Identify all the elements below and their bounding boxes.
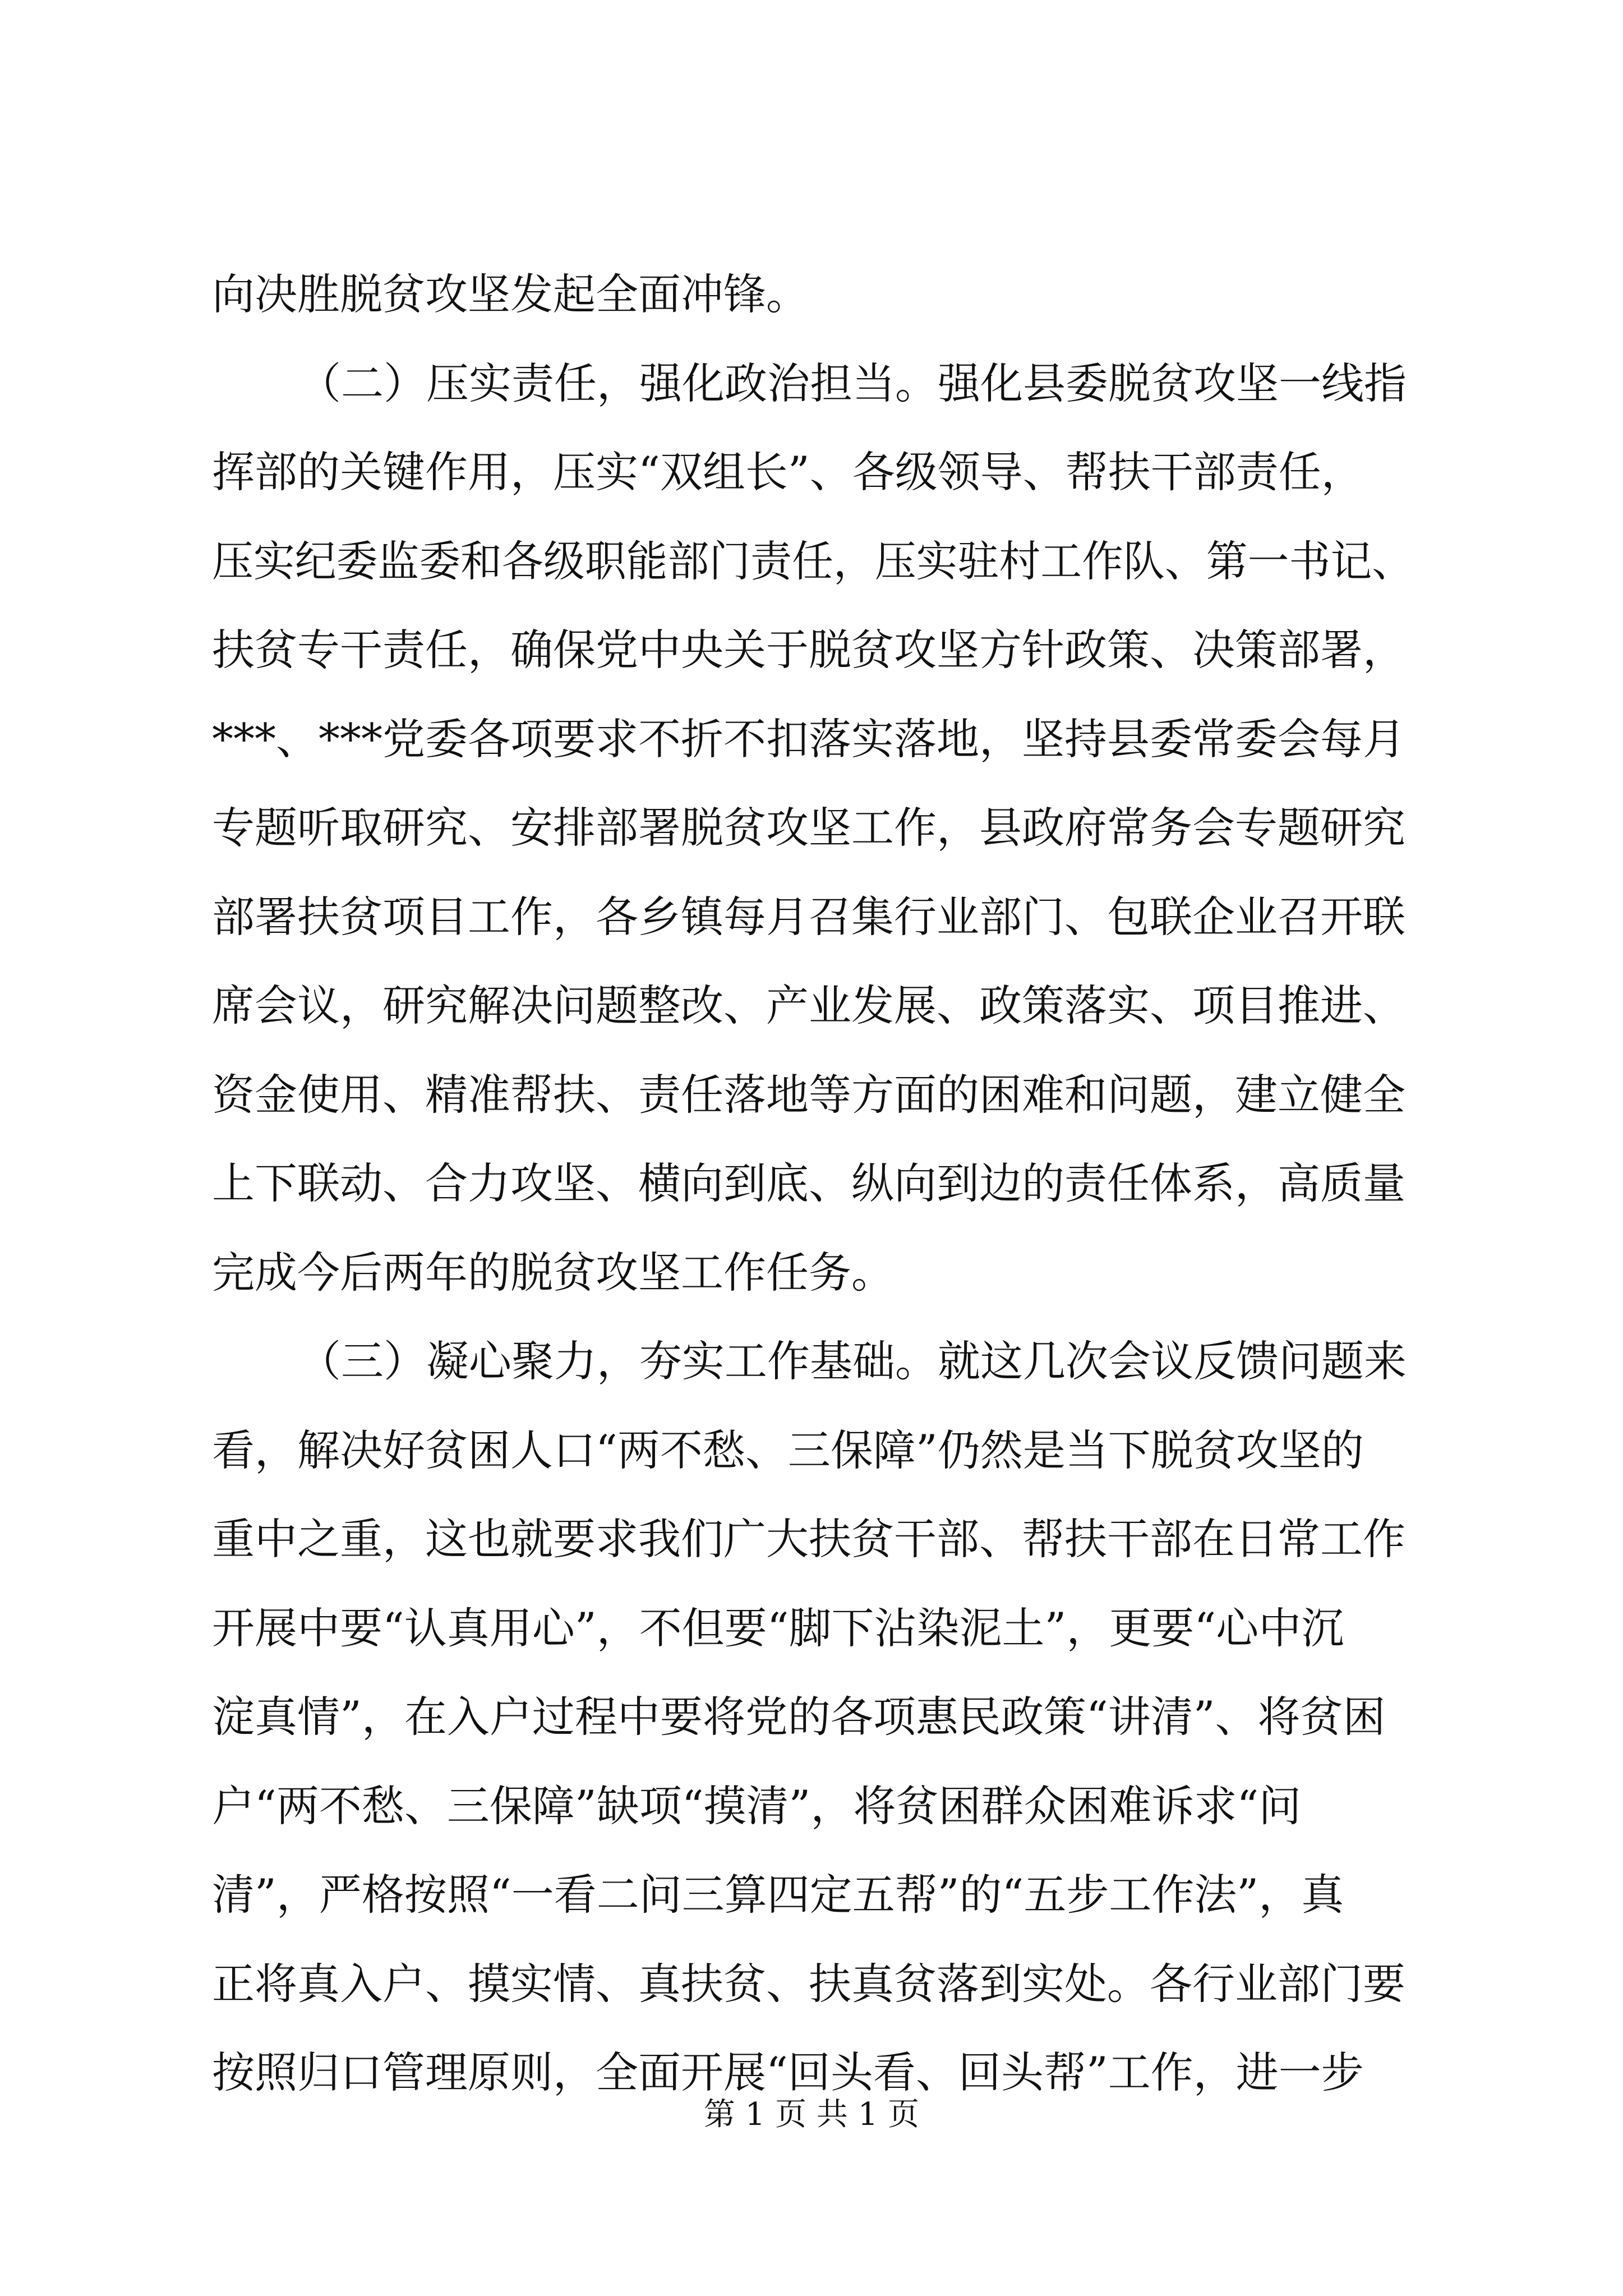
paragraph-line: 上下联动、合力攻坚、横向到底、纵向到边的责任体系，高质量 [212,1158,1405,1208]
paragraph-line: ***、***党委各项要求不折不扣落实落地，坚持县委常委会每月 [212,714,1405,764]
paragraph-line: 户“两不愁、三保障”缺项“摸清”，将贫困群众困难诉求“问 [212,1781,1302,1831]
page-number-footer: 第 1 页 共 1 页 [703,2096,920,2133]
paragraph-line: （二）压实责任，强化政治担当。强化县委脱贫攻坚一线指 [298,358,1407,408]
paragraph-line: 部署扶贫项目工作，各乡镇每月召集行业部门、包联企业召开联 [212,892,1405,942]
paragraph-line: 席会议，研究解决问题整改、产业发展、政策落实、项目推进、 [212,981,1405,1030]
paragraph-line: 看，解决好贫困人口“两不愁、三保障”仍然是当下脱贫攻坚的 [212,1425,1364,1475]
paragraph-line: 正将真入户、摸实情、真扶贫、扶真贫落到实处。各行业部门要 [212,1959,1405,2009]
paragraph-line: 完成今后两年的脱贫攻坚工作任务。 [212,1248,894,1297]
paragraph-line: 扶贫专干责任，确保党中央关于脱贫攻坚方针政策、决策部署， [212,625,1405,675]
paragraph-line: 挥部的关键作用，压实“双组长”、各级领导、帮扶干部责任， [212,447,1364,497]
paragraph-line: 向决胜脱贫攻坚发起全面冲锋。 [212,269,809,319]
paragraph-line: 专题听取研究、安排部署脱贫攻坚工作，县政府常务会专题研究 [212,803,1405,853]
paragraph-line: （三）凝心聚力，夯实工作基础。就这几次会议反馈问题来 [298,1336,1407,1386]
paragraph-line: 压实纪委监委和各级职能部门责任，压实驻村工作队、第一书记、 [212,536,1414,586]
paragraph-line: 清”，严格按照“一看二问三算四定五帮”的“五步工作法”，真 [212,1870,1344,1920]
paragraph-line: 按照归口管理原则，全面开展“回头看、回头帮”工作，进一步 [212,2047,1364,2097]
paragraph-line: 重中之重，这也就要求我们广大扶贫干部、帮扶干部在日常工作 [212,1514,1405,1564]
paragraph-line: 淀真情”，在入户过程中要将党的各项惠民政策“讲清”、将贫困 [212,1692,1386,1742]
paragraph-line: 资金使用、精准帮扶、责任落地等方面的困难和问题，建立健全 [212,1070,1405,1120]
paragraph-line: 开展中要“认真用心”，不但要“脚下沾染泥土”，更要“心中沉 [212,1603,1344,1653]
